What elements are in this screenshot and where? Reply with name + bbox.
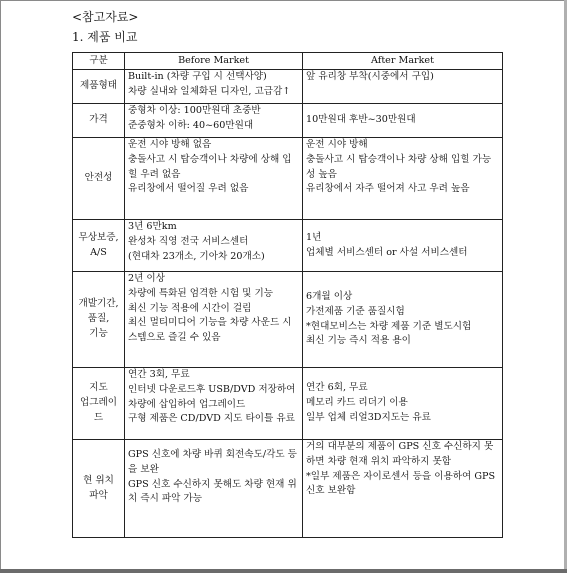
cell-line: 차량 실내와 일체화된 디자인, 고급감↑ [128, 85, 291, 97]
cell-line: 거의 대부분의 제품이 GPS 신호 수신하지 못하면 차량 현재 위치 파악하지 못함 [306, 441, 494, 467]
cell-line: 최신 멀티미디어 기능을 차량 사운드 시스템으로 즐길 수 있음 [128, 317, 292, 344]
table-row [73, 440, 503, 538]
cell-line: 유리창에서 떨어질 우려 없음 [128, 183, 249, 195]
cell-line: 차량에 특화된 엄격한 시험 및 기능 [128, 287, 273, 299]
cell-line: 6개월 이상 [306, 290, 353, 302]
category-line: 안전성 [84, 172, 113, 184]
table-row [73, 368, 503, 440]
table-header-row [73, 53, 503, 70]
row-category [73, 138, 125, 220]
table-row [73, 138, 503, 220]
cell-line: 준중형차 이하: 40~60만원대 [128, 119, 254, 131]
cell-line: 최신 기능 적용에 시간이 걸림 [128, 302, 252, 314]
header-category: 구분 [73, 53, 125, 70]
header-before-market: Before Market [125, 53, 303, 70]
table-row [73, 220, 503, 272]
cell-line: 중형차 이상: 100만원대 초중반 [128, 105, 261, 116]
category-line: 기능 [89, 327, 108, 339]
after-market-cell [303, 70, 503, 104]
cell-line: 가전제품 기준 품질시험 [306, 305, 405, 317]
after-market-cell [303, 368, 503, 440]
category-line: 지도 [89, 382, 108, 394]
cell-line: 유리창에서 자주 떨어져 사고 우려 높음 [306, 183, 470, 195]
section-title: 1. 제품 비교 [72, 30, 138, 44]
cell-line: 일부 업체 리얼3D지도는 유료 [306, 411, 431, 423]
after-market-cell [303, 440, 503, 538]
cell-line: *일부 제품은 자이로센서 등을 이용하여 GPS 신호 보완함 [306, 470, 496, 497]
page-bottom-shadow [0, 569, 567, 573]
before-market-cell [125, 138, 303, 220]
category-line: 파악 [89, 489, 108, 501]
cell-line: 2년 이상 [128, 273, 165, 284]
cell-line: *현대모비스는 차량 제품 기준 별도시험 [306, 320, 472, 332]
cell-line: Built-in (차량 구입 시 선택사양) [128, 71, 267, 82]
category-line: 현 위치 [83, 474, 114, 486]
before-market-cell [125, 440, 303, 538]
cell-line: GPS 신호 수신하지 못해도 차량 현재 위치 즉시 파악 가능 [128, 478, 297, 505]
cell-line: GPS 신호에 차량 바퀴 회전속도/각도 등을 보완 [128, 449, 297, 475]
row-category [73, 104, 125, 138]
before-market-cell [125, 104, 303, 138]
before-market-cell [125, 220, 303, 272]
category-line: 제품형태 [79, 80, 118, 92]
cell-line: 10만원대 후반~30만원대 [306, 114, 416, 126]
cell-line: 구형 제품은 CD/DVD 지도 타이틀 유료 [128, 413, 295, 425]
cell-line: 연간 3회, 무료 [128, 369, 190, 380]
cell-line: 업체별 서비스센터 or 사설 서비스센터 [306, 246, 468, 258]
cell-line: 운전 시야 방해 없음 [128, 139, 212, 150]
cell-line: 연간 6회, 무료 [306, 382, 368, 394]
category-line: 무상보증, [78, 231, 119, 243]
table-row [73, 104, 503, 138]
cell-line: 앞 유리창 부착(시중에서 구입) [306, 71, 434, 82]
after-market-cell [303, 272, 503, 368]
cell-line: 인터넷 다운로드후 USB/DVD 저장하여 차량에 삽입하여 업그레이드 [128, 383, 296, 410]
cell-line: 3년 6만km [128, 221, 177, 232]
after-market-cell [303, 220, 503, 272]
cell-line: 운전 시야 방해 [306, 139, 368, 150]
row-category [73, 440, 125, 538]
after-market-cell [303, 138, 503, 220]
row-category [73, 70, 125, 104]
cell-line: 충돌사고 시 탑승객이나 차량 상해 입힐 가능성 높음 [306, 153, 492, 180]
row-category [73, 368, 125, 440]
category-line: 가격 [89, 114, 108, 126]
header-after-market: After Market [303, 53, 503, 70]
category-line: A/S [90, 246, 107, 258]
before-market-cell [125, 368, 303, 440]
row-category [73, 220, 125, 272]
cell-line: 1년 [306, 231, 322, 243]
row-category [73, 272, 125, 368]
cell-line: 충돌사고 시 탑승객이나 차량에 상해 입힐 우려 없음 [128, 153, 292, 180]
table-row [73, 70, 503, 104]
before-market-cell [125, 70, 303, 104]
category-line: 개발기간, [78, 298, 119, 310]
cell-line: 메모리 카드 리더기 이용 [306, 397, 408, 409]
comparison-table [72, 52, 503, 538]
category-line: 품질, [87, 313, 110, 325]
cell-line: (현대차 23개소, 기아차 20개소) [128, 250, 265, 262]
category-line: 업그레이드 [79, 397, 118, 423]
reference-title: <참고자료> [72, 10, 139, 24]
after-market-cell [303, 104, 503, 138]
cell-line: 완성차 직영 전국 서비스센터 [128, 235, 249, 247]
cell-line: 최신 기능 즉시 적용 용이 [306, 335, 411, 347]
table-row [73, 272, 503, 368]
before-market-cell [125, 272, 303, 368]
